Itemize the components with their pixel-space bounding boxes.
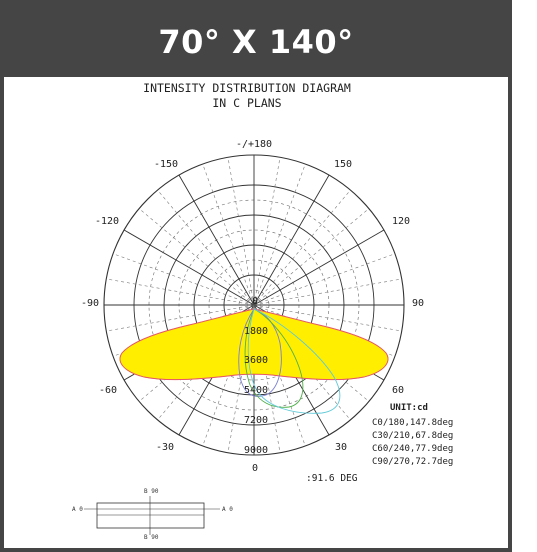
luminaire-outline [97, 503, 204, 528]
radial-label-5400: 5400 [243, 385, 269, 396]
legend-entry-c0: C0/180,147.8deg [372, 418, 454, 428]
intensity-fill-area [120, 309, 388, 380]
legend-entry-c60: C60/240,77.9deg [372, 444, 454, 454]
grid-spoke [251, 230, 384, 307]
radial-label-3600: 3600 [243, 355, 269, 366]
angle-label-neg120: -120 [94, 216, 120, 227]
grid-spoke [251, 175, 329, 307]
angle-label-neg60: -60 [98, 385, 118, 396]
angle-label-30: 30 [334, 442, 348, 453]
radial-label-9000: 9000 [243, 445, 269, 456]
radial-label-7200: 7200 [243, 415, 269, 426]
angle-label-neg150: -150 [153, 159, 179, 170]
unit-label: UNIT:cd [390, 403, 428, 413]
radial-label-1800: 1800 [243, 326, 269, 337]
legend-entry-c30: C30/210,67.8deg [372, 431, 454, 441]
center-label: 0 [251, 296, 259, 307]
sketch-top-label: B 90 [144, 488, 159, 495]
angle-label-0: 0 [251, 463, 259, 474]
grid-spoke [251, 209, 369, 307]
grid-spoke [179, 175, 254, 305]
grid-spoke [139, 209, 254, 305]
grid-spoke [124, 230, 254, 305]
product-beam-angle-title: 70° X 140° [158, 23, 354, 61]
angle-label-60: 60 [391, 385, 405, 396]
polar-diagram-svg [4, 77, 508, 548]
legend-entry-c90: C90/270,72.7deg [372, 457, 454, 467]
angle-label-150: 150 [333, 159, 353, 170]
sketch-left-label: A 0 [72, 506, 83, 513]
diagram-title: INTENSITY DISTRIBUTION DIAGRAM [143, 81, 351, 95]
legend [372, 418, 453, 467]
angle-label-180: -/+180 [235, 139, 273, 150]
angle-label-neg90: -90 [80, 298, 100, 309]
peak-angle-label: :91.6 DEG [306, 473, 358, 484]
sketch-right-label: A 0 [222, 506, 233, 513]
grid-spoke [251, 190, 350, 307]
diagram-panel [4, 77, 508, 548]
angle-label-neg30: -30 [155, 442, 175, 453]
sketch-bottom-label: B 90 [144, 534, 159, 541]
grid-spoke [158, 190, 254, 305]
angle-label-120: 120 [391, 216, 411, 227]
angle-label-90: 90 [411, 298, 425, 309]
luminaire-orientation-sketch [72, 488, 233, 541]
diagram-subtitle: IN C PLANS [212, 96, 282, 110]
